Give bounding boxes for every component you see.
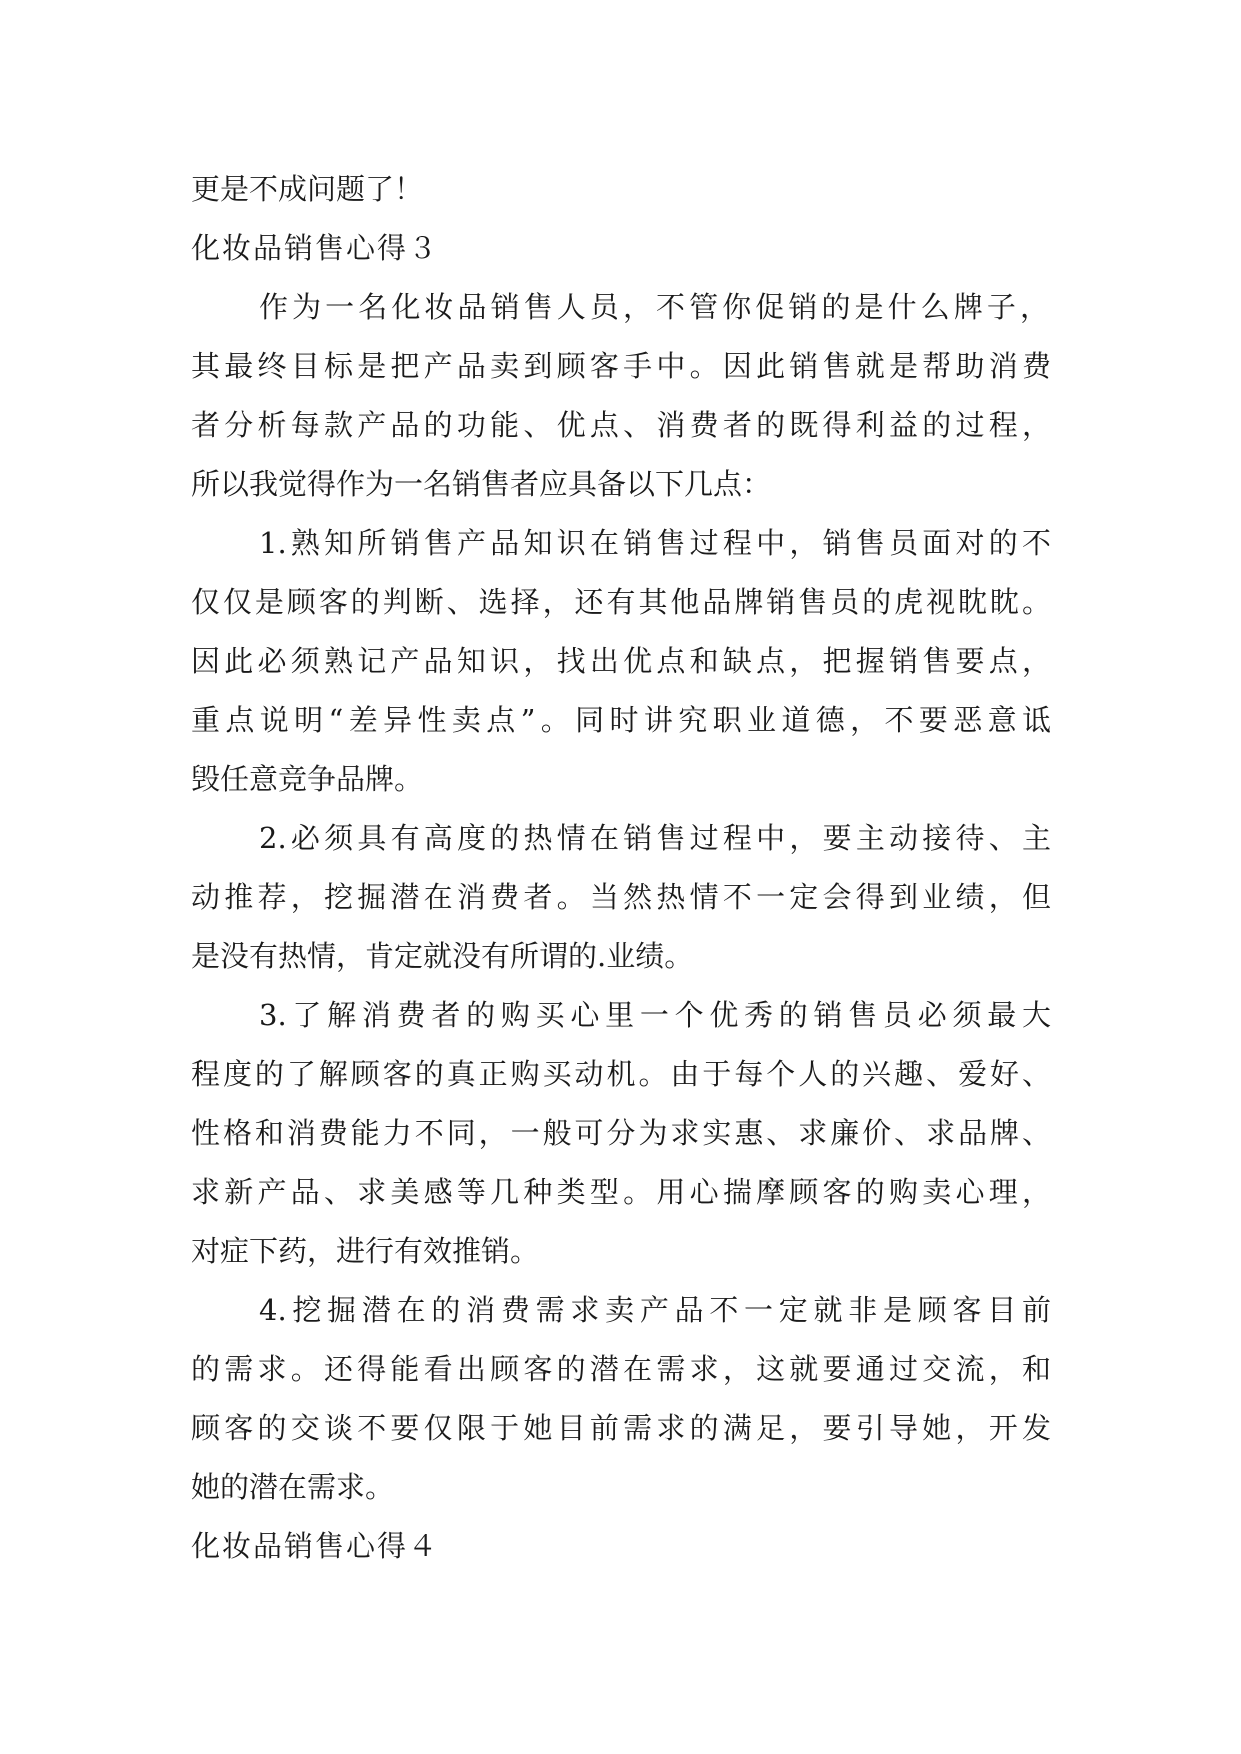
paragraph-line: 所以我觉得作为一名销售者应具备以下几点： xyxy=(191,467,772,501)
paragraph-line: 4.挖掘潜在的消费需求卖产品不一定就非是顾客目前 xyxy=(259,1293,1051,1327)
paragraph-line: 程度的了解顾客的真正购买动机。由于每个人的兴趣、爱好、 xyxy=(191,1057,1051,1091)
paragraph-line: 动推荐，挖掘潜在消费者。当然热情不一定会得到业绩，但 xyxy=(191,880,1051,914)
paragraph-point-3 xyxy=(191,986,1051,1281)
document-body xyxy=(191,160,1051,1576)
paragraph-line: 对症下药，进行有效推销。 xyxy=(191,1234,540,1268)
paragraph-line: 2.必须具有高度的热情在销售过程中，要主动接待、主 xyxy=(259,821,1051,855)
paragraph-line: 的需求。还得能看出顾客的潜在需求，这就要通过交流，和 xyxy=(191,1352,1051,1386)
paragraph-line: 性格和消费能力不同，一般可分为求实惠、求廉价、求品牌、 xyxy=(191,1116,1051,1150)
paragraph-line: 重点说明“差异性卖点”。同时讲究职业道德，不要恶意诋 xyxy=(191,703,1051,737)
paragraph-line: 是没有热情，肯定就没有所谓的.业绩。 xyxy=(191,939,694,973)
paragraph-line: 者分析每款产品的功能、优点、消费者的既得利益的过程， xyxy=(191,408,1051,442)
paragraph-line: 她的潜在需求。 xyxy=(191,1470,395,1504)
paragraph-intro xyxy=(191,278,1051,514)
paragraph-line: 仅仅是顾客的判断、选择，还有其他品牌销售员的虎视眈眈。 xyxy=(191,585,1051,619)
paragraph-line: 顾客的交谈不要仅限于她目前需求的满足，要引导她，开发 xyxy=(191,1411,1051,1445)
paragraph-line: 毁任意竞争品牌。 xyxy=(191,762,424,796)
paragraph-line: 作为一名化妆品销售人员，不管你促销的是什么牌子， xyxy=(259,290,1051,324)
paragraph-point-1 xyxy=(191,514,1051,809)
paragraph-point-2 xyxy=(191,809,1051,986)
paragraph-line: 1.熟知所销售产品知识在销售过程中，销售员面对的不 xyxy=(259,526,1051,560)
paragraph-line: 求新产品、求美感等几种类型。用心揣摩顾客的购卖心理， xyxy=(191,1175,1051,1209)
paragraph-line: 因此必须熟记产品知识，找出优点和缺点，把握销售要点， xyxy=(191,644,1051,678)
paragraph-line: 其最终目标是把产品卖到顾客手中。因此销售就是帮助消费 xyxy=(191,349,1051,383)
section-heading-3: 化妆品销售心得３ xyxy=(191,231,440,265)
lead-line: 更是不成问题了！ xyxy=(191,172,424,206)
paragraph-line: 3.了解消费者的购买心里一个优秀的销售员必须最大 xyxy=(259,998,1051,1032)
paragraph-point-4 xyxy=(191,1281,1051,1517)
section-heading-4: 化妆品销售心得４ xyxy=(191,1529,440,1563)
